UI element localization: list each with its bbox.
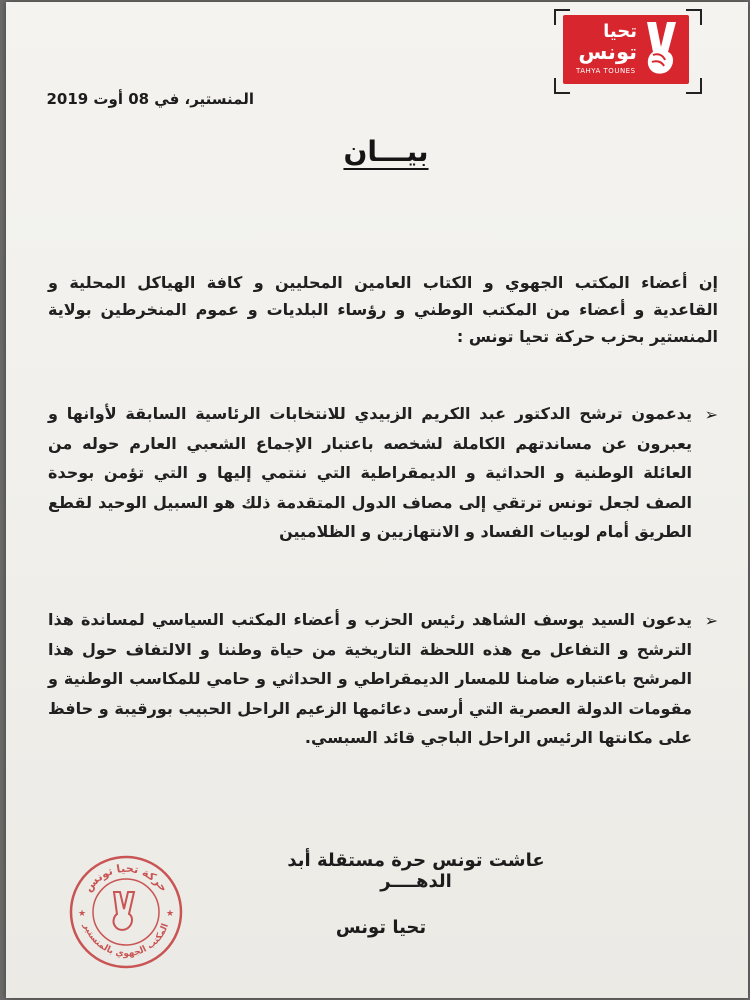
stamp-bottom-text: المكتب الجهوي بالمنستير xyxy=(80,922,171,960)
closing-signoff: تحيا تونس xyxy=(335,917,427,938)
party-logo xyxy=(563,15,689,84)
victory-hand-icon xyxy=(641,19,683,79)
list-item xyxy=(48,605,718,753)
intro-paragraph: إن أعضاء المكتب الجهوي و الكتاب العامين المحليين و كافة الهياكل المحلية و القاعدية و أعضاء من المكتب الوطني و رؤساء البلديات و عموم المنخرطين بولاية المنستير بحزب حركة تحيا تونس : xyxy=(48,273,718,346)
document-page xyxy=(6,2,748,998)
list-item xyxy=(48,399,718,547)
stamp-top-text: حركة تحيا تونس xyxy=(81,861,171,895)
stamp-victory-hand-icon xyxy=(114,892,134,930)
logo-line2: تونس xyxy=(578,40,637,64)
document-date: المنستير، في 08 أوت 2019 xyxy=(46,90,254,108)
closing-slogan: عاشت تونس حرة مستقلة أبد الدهــــر xyxy=(287,850,545,892)
party-stamp xyxy=(66,852,186,972)
page-title: بيـــان xyxy=(343,135,429,168)
logo-tagline: TAHYA TOUNES xyxy=(576,67,636,75)
svg-text:★: ★ xyxy=(166,909,175,919)
svg-text:★: ★ xyxy=(78,909,87,919)
list-item-text: يدعون السيد يوسف الشاهد رئيس الحزب و أعضاء المكتب السياسي لمساندة هذا الترشح و التفاعل مع هذه اللحظة التاريخية من حياة وطننا و الالتفاف حول هذا المرشح باعتباره ضامنا للمسار الديمقراطي و الحداثي و حامي للمكاسب الوطنية و مقومات الدولة العصرية التي أرسى دعائمها الزعيم الراحل الحبيب بورقيبة و حافظ على مكانتها الرئيس الراحل الباجي قائد السبسي. xyxy=(48,610,692,747)
list-item-text: يدعمون ترشح الدكتور عبد الكريم الزبيدي للانتخابات الرئاسية السابقة لأوانها و يعبرون عن مساندتهم الكاملة لشخصه باعتبار الإجماع الشعبي العارم حوله من العائلة الوطنية و الحداثية و الديمقراطية التي ننتمي إليها و التي تؤمن بوحدة الصف لجعل تونس ترتقي إلى مصاف الدول المتقدمة ذلك هو السبيل الوحيد لقطع الطريق أمام لوبيات الفساد و الانتهازيين و الظلاميين xyxy=(48,404,692,541)
svg-text:المكتب الجهوي بالمنستير xyxy=(81,921,171,959)
arrow-bullet-icon: ➢ xyxy=(704,611,718,630)
logo-wordmark xyxy=(578,21,637,63)
arrow-bullet-icon: ➢ xyxy=(704,405,718,424)
logo-line1: تحيا xyxy=(603,21,637,42)
